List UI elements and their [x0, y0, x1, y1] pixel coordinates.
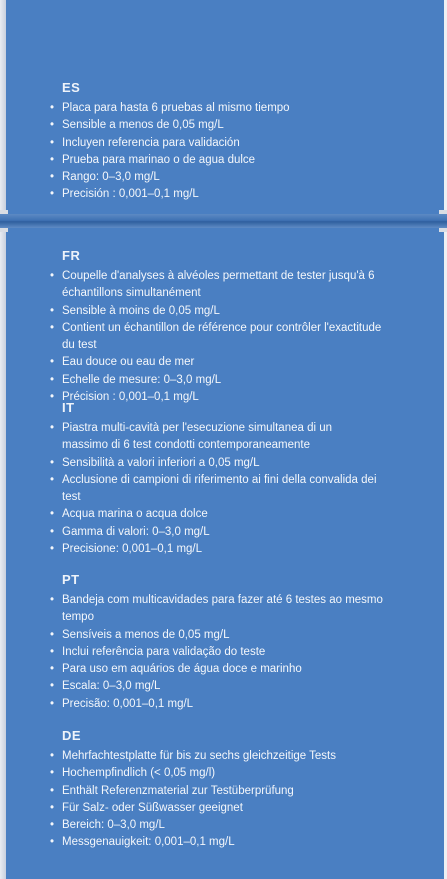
list-item: • Rango: 0–3,0 mg/L — [50, 169, 440, 186]
section-heading: ES — [62, 80, 81, 95]
list-item: • Escala: 0–3,0 mg/L — [50, 678, 440, 695]
list-item: • Mehrfachtestplatte für bis zu sechs gleichzeitige Tests — [50, 748, 440, 765]
list-item: • Enthält Referenzmaterial zur Testüberprüfung — [50, 783, 440, 800]
feature-list — [50, 748, 440, 852]
feature-list — [50, 420, 440, 558]
list-item: • Hochempfindlich (< 0,05 mg/l) — [50, 765, 440, 782]
list-item: tempo — [62, 611, 94, 624]
section-pt — [50, 572, 440, 713]
list-item: test — [62, 491, 81, 504]
section-heading: DE — [62, 728, 82, 743]
list-item: • Messgenauigkeit: 0,001–0,1 mg/L — [50, 834, 440, 851]
feature-list — [50, 268, 440, 406]
list-item: • Para uso em aquários de água doce e marinho — [50, 661, 440, 678]
section-heading: IT — [62, 400, 75, 415]
list-item: • Bereich: 0–3,0 mg/L — [50, 817, 440, 834]
list-item: • Eau douce ou eau de mer — [50, 354, 440, 371]
list-item: • Placa para hasta 6 pruebas al mismo tiempo — [50, 100, 440, 117]
feature-list — [50, 592, 440, 713]
list-item: • Sensible a menos de 0,05 mg/L — [50, 117, 440, 134]
list-item: • Sensibilità a valori inferiori a 0,05 mg/L — [50, 455, 440, 472]
list-item: • Prueba para marinao o de agua dulce — [50, 152, 440, 169]
list-item: • Precisione: 0,001–0,1 mg/L — [50, 541, 440, 558]
list-item: échantillons simultanément — [62, 287, 201, 300]
list-item: • Incluyen referencia para validación — [50, 135, 440, 152]
list-item: • Sensíveis a menos de 0,05 mg/L — [50, 627, 440, 644]
section-heading: FR — [62, 248, 81, 263]
list-item: du test — [62, 339, 97, 352]
section-fr — [50, 248, 440, 406]
list-item: • Acqua marina o acqua dolce — [50, 506, 440, 523]
section-heading: PT — [62, 572, 80, 587]
list-item: • Précision : 0,001–0,1 mg/L — [50, 389, 440, 406]
list-item: • Precisión : 0,001–0,1 mg/L — [50, 186, 440, 203]
list-item: • Piastra multi-cavità per l'esecuzione simultanea di un — [50, 420, 440, 437]
list-item: massimo di 6 test condotti contemporaneamente — [62, 439, 311, 452]
list-item: • Bandeja com multicavidades para fazer até 6 testes ao mesmo — [50, 592, 440, 609]
section-es — [50, 80, 440, 204]
package-flap-fold — [0, 214, 447, 228]
list-item: • Sensible à moins de 0,05 mg/L — [50, 303, 440, 320]
list-item: • Acclusione di campioni di riferimento ai fini della convalida dei — [50, 472, 440, 489]
feature-list — [50, 100, 440, 204]
list-item: • Precisão: 0,001–0,1 mg/L — [50, 696, 440, 713]
section-it — [50, 400, 440, 558]
list-item: • Für Salz- oder Süßwasser geeignet — [50, 800, 440, 817]
list-item: • Coupelle d'analyses à alvéoles permettant de tester jusqu'à 6 — [50, 268, 440, 285]
list-item: • Echelle de mesure: 0–3,0 mg/L — [50, 372, 440, 389]
list-item: • Inclui referência para validação do teste — [50, 644, 440, 661]
section-de — [50, 728, 440, 852]
list-item: • Contient un échantillon de référence pour contrôler l'exactitude — [50, 320, 440, 337]
list-item: • Gamma di valori: 0–3,0 mg/L — [50, 524, 440, 541]
